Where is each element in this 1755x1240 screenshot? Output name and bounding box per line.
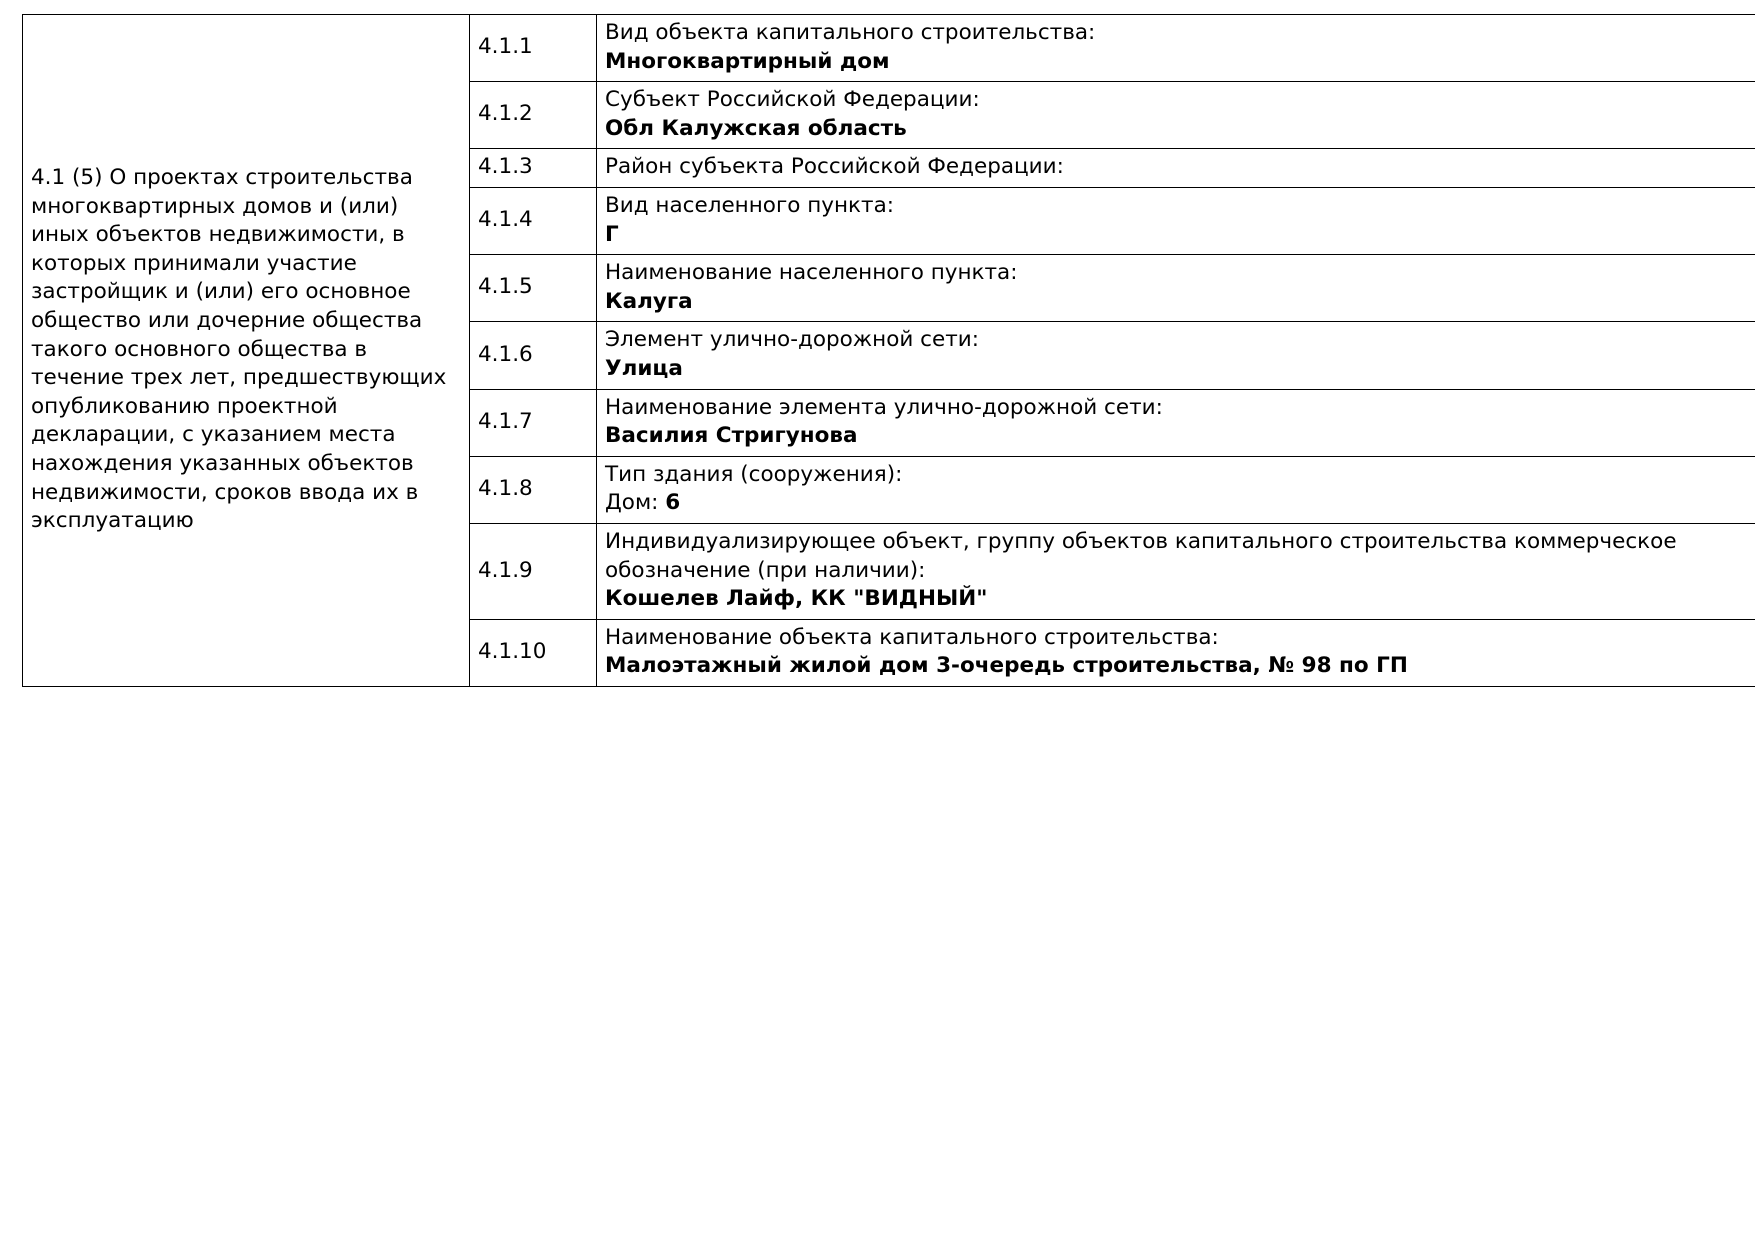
field-label: Район субъекта Российской Федерации:: [605, 154, 1064, 180]
row-number: 4.1.2: [470, 82, 597, 149]
field-label: Наименование населенного пункта:: [605, 260, 1018, 286]
field-value: 6: [665, 490, 681, 516]
project-declaration-table: [22, 14, 1755, 687]
section-description-cell: [23, 15, 470, 687]
section-description-text: 4.1 (5) О проектах строительства многоквартирных домов и (или) иных объектов недвижимости, в которых принимали участие застройщик и (или) его основное общество или дочерние общества такого основного общества в течение трех лет, предшествующих опубликованию проектной декларации, с указанием места нахождения указанных объектов недвижимости, сроков ввода их в эксплуатацию: [31, 165, 447, 534]
row-content: [597, 149, 1755, 188]
field-label: Элемент улично-дорожной сети:: [605, 327, 979, 353]
row-content: [597, 15, 1755, 82]
row-content: [597, 389, 1755, 456]
field-label: Субъект Российской Федерации:: [605, 87, 980, 113]
field-value: Кошелев Лайф, КК "ВИДНЫЙ": [605, 586, 988, 612]
field-value-group: [605, 489, 1755, 518]
field-value: Калуга: [605, 288, 693, 314]
field-label: Наименование элемента улично-дорожной сети:: [605, 394, 1163, 420]
row-number: 4.1.10: [470, 619, 597, 686]
field-label: Вид объекта капитального строительства:: [605, 20, 1096, 45]
field-label: Индивидуализирующее объект, группу объектов капитального строительства коммерческое обозначение (при наличии):: [605, 528, 1677, 583]
field-value: Василия Стригунова: [605, 423, 858, 449]
field-value: Обл Калужская область: [605, 115, 907, 141]
row-content: [597, 187, 1755, 254]
row-number: 4.1.8: [470, 456, 597, 523]
row-number: 4.1.7: [470, 389, 597, 456]
field-value: Улица: [605, 355, 683, 381]
field-value: Г: [605, 221, 619, 247]
row-content: [597, 82, 1755, 149]
row-number: 4.1.9: [470, 523, 597, 619]
row-number: 4.1.5: [470, 255, 597, 322]
row-number: 4.1.3: [470, 149, 597, 188]
field-label: Тип здания (сооружения):: [605, 461, 903, 487]
row-content: [597, 523, 1755, 619]
table-row: [23, 15, 1755, 82]
field-label: Вид населенного пункта:: [605, 192, 894, 218]
row-content: [597, 619, 1755, 686]
row-content: [597, 456, 1755, 523]
field-label: Наименование объекта капитального строительства:: [605, 624, 1219, 650]
row-content: [597, 322, 1755, 389]
field-value: Многоквартирный дом: [605, 48, 890, 74]
row-number: 4.1.1: [470, 15, 597, 82]
field-value: Малоэтажный жилой дом 3-очередь строительства, № 98 по ГП: [605, 653, 1408, 679]
row-content: [597, 255, 1755, 322]
row-number: 4.1.4: [470, 187, 597, 254]
row-number: 4.1.6: [470, 322, 597, 389]
field-value-prefix: Дом:: [605, 490, 666, 516]
